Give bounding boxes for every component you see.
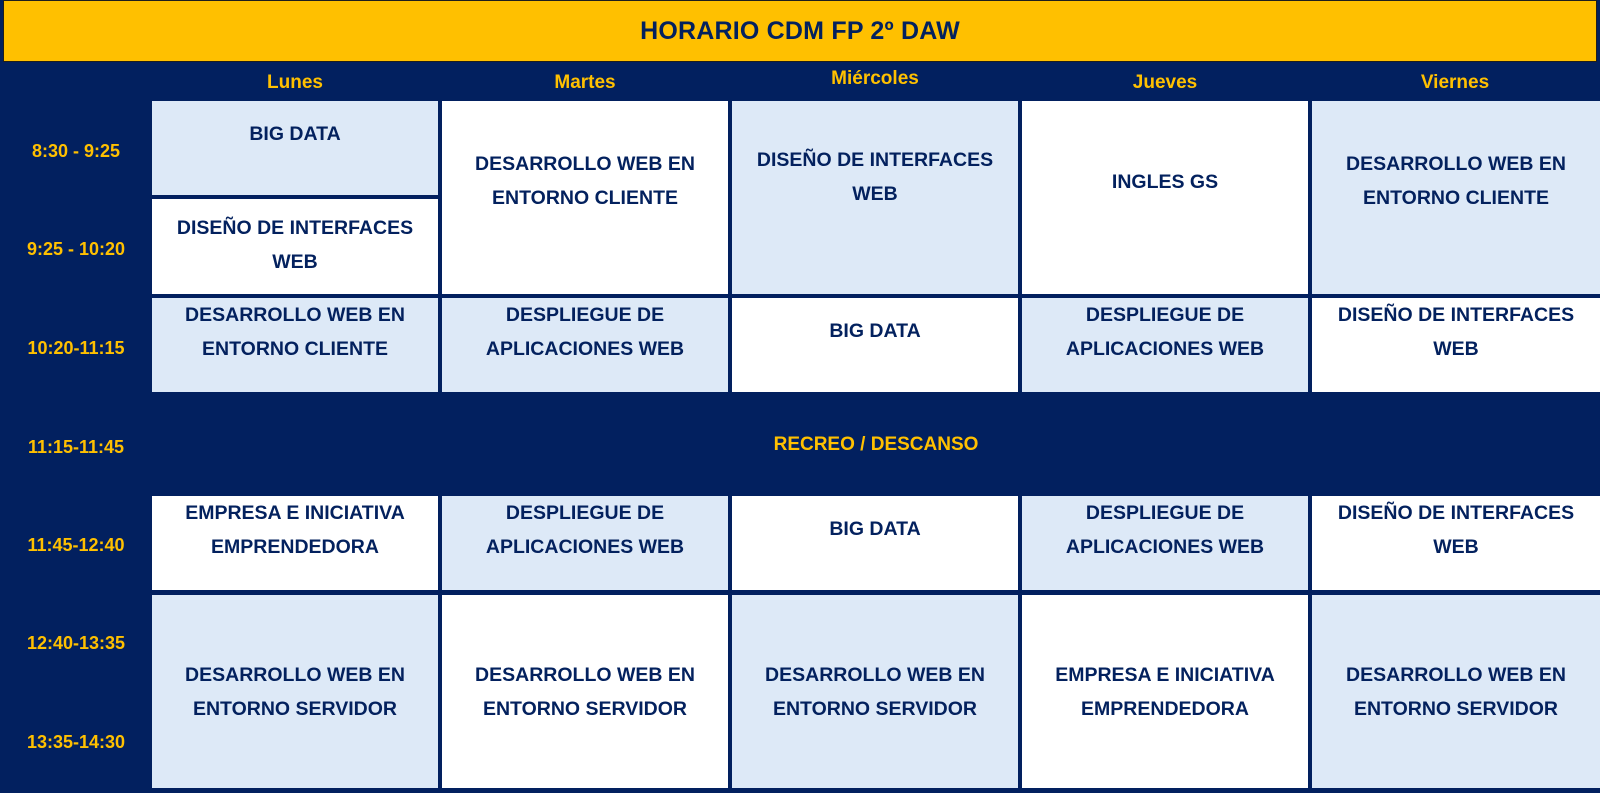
jueves-slot-5-cell: EMPRESA E INICIATIVA EMPRENDEDORA xyxy=(1022,595,1308,788)
lunes-slot-1-cell: BIG DATA xyxy=(152,101,438,195)
time-slot-5: 12:40-13:35 xyxy=(26,632,126,653)
jueves-slot-1-cell: INGLES GS xyxy=(1022,101,1308,294)
jueves-slot-3-cell: DESPLIEGUE DE APLICACIONES WEB xyxy=(1022,298,1308,392)
jueves-slot-4-cell: DESPLIEGUE DE APLICACIONES WEB xyxy=(1022,496,1308,590)
martes-slot-1-cell: DESARROLLO WEB EN ENTORNO CLIENTE xyxy=(442,101,728,294)
lunes-slot-2-cell: DISEÑO DE INTERFACES WEB xyxy=(152,199,438,294)
lunes-slot-4-cell: EMPRESA E INICIATIVA EMPRENDEDORA xyxy=(152,496,438,590)
lunes-slot-5-cell: DESARROLLO WEB EN ENTORNO SERVIDOR xyxy=(152,595,438,788)
time-slot-2: 9:25 - 10:20 xyxy=(26,238,126,259)
day-header-jueves: Jueves xyxy=(1132,72,1198,93)
viernes-slot-1-cell: DESARROLLO WEB EN ENTORNO CLIENTE xyxy=(1312,101,1600,294)
miercoles-slot-3-cell: BIG DATA xyxy=(732,298,1018,392)
viernes-slot-3-cell: DISEÑO DE INTERFACES WEB xyxy=(1312,298,1600,392)
time-slot-4: 11:45-12:40 xyxy=(27,534,125,555)
time-slot-break: 11:15-11:45 xyxy=(27,436,125,457)
day-header-miercoles: Miércoles xyxy=(831,68,919,89)
day-header-lunes: Lunes xyxy=(267,72,323,93)
day-header-viernes: Viernes xyxy=(1420,72,1490,93)
martes-slot-4-cell: DESPLIEGUE DE APLICACIONES WEB xyxy=(442,496,728,590)
viernes-slot-4-cell: DISEÑO DE INTERFACES WEB xyxy=(1312,496,1600,590)
miercoles-slot-1-cell: DISEÑO DE INTERFACES WEB xyxy=(732,101,1018,294)
break-label: RECREO / DESCANSO xyxy=(773,434,979,455)
miercoles-slot-4-cell: BIG DATA xyxy=(732,496,1018,590)
miercoles-slot-5-cell: DESARROLLO WEB EN ENTORNO SERVIDOR xyxy=(732,595,1018,788)
lunes-slot-3-cell: DESARROLLO WEB EN ENTORNO CLIENTE xyxy=(152,298,438,392)
time-slot-3: 10:20-11:15 xyxy=(27,337,125,358)
viernes-slot-5-cell: DESARROLLO WEB EN ENTORNO SERVIDOR xyxy=(1312,595,1600,788)
time-slot-6: 13:35-14:30 xyxy=(26,731,126,752)
martes-slot-5-cell: DESARROLLO WEB EN ENTORNO SERVIDOR xyxy=(442,595,728,788)
time-slot-1: 8:30 - 9:25 xyxy=(31,140,121,161)
day-header-martes: Martes xyxy=(554,72,616,93)
schedule-title: HORARIO CDM FP 2º DAW xyxy=(3,0,1597,62)
martes-slot-3-cell: DESPLIEGUE DE APLICACIONES WEB xyxy=(442,298,728,392)
